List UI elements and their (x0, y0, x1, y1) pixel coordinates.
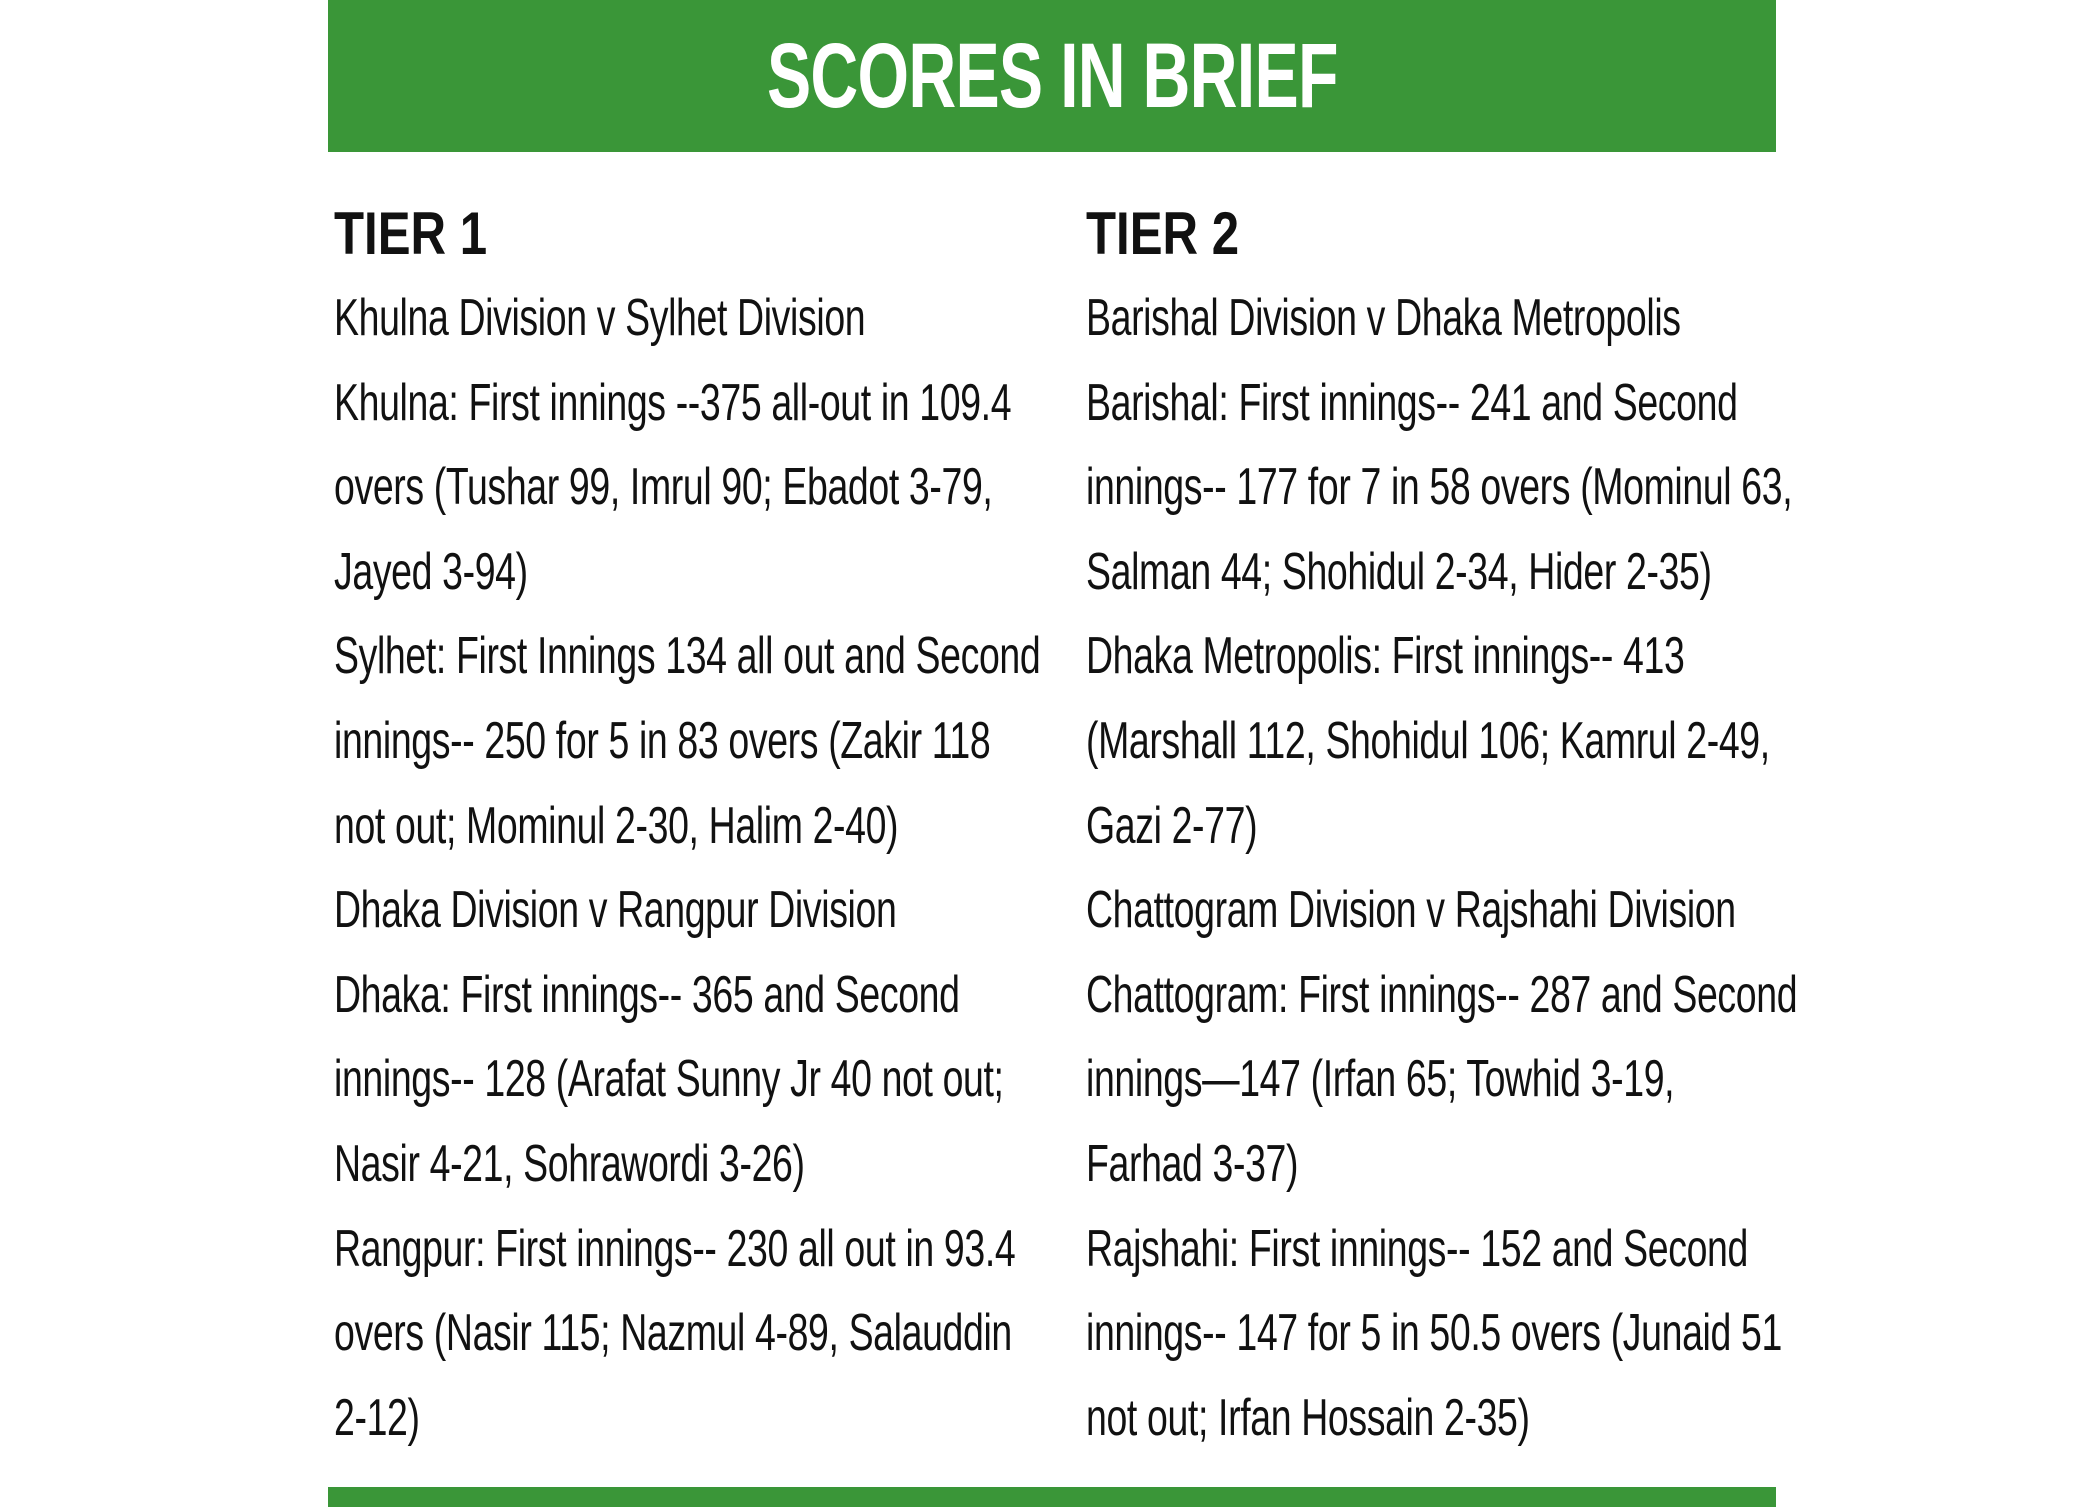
text-line: Rangpur: First innings-- 230 all out in 93.4 (334, 1219, 1016, 1278)
tier-1-heading: TIER 1 (334, 200, 488, 267)
text-line: (Marshall 112, Shohidul 106; Kamrul 2-49, (1086, 711, 1770, 770)
text-line: Chattogram: First innings-- 287 and Second (1086, 965, 1798, 1024)
text-line: Salman 44; Shohidul 2-34, Hider 2-35) (1086, 542, 1712, 601)
tier-1-column (334, 192, 1054, 1460)
text-line: Farhad 3-37) (1086, 1134, 1299, 1193)
text-line: innings-- 177 for 7 in 58 overs (Mominul 63, (1086, 458, 1793, 517)
tier-2-heading: TIER 2 (1086, 200, 1240, 267)
text-line: innings-- 147 for 5 in 50.5 overs (Junaid 51 (1086, 1304, 1782, 1363)
text-line: Khulna: First innings --375 all-out in 109.4 (334, 373, 1012, 432)
text-line: 2-12) (334, 1388, 420, 1447)
text-line: Barishal: First innings-- 241 and Second (1086, 373, 1738, 432)
text-line: Sylhet: First Innings 134 all out and Second (334, 627, 1041, 686)
text-line: innings-- 128 (Arafat Sunny Jr 40 not out; (334, 1050, 1004, 1109)
text-line: Dhaka: First innings-- 365 and Second (334, 965, 960, 1024)
text-line: innings—147 (Irfan 65; Towhid 3-19, (1086, 1050, 1675, 1109)
header-banner (328, 0, 1776, 152)
text-line: not out; Mominul 2-30, Halim 2-40) (334, 796, 899, 855)
text-line: Dhaka Division v Rangpur Division (334, 881, 897, 940)
text-line: Gazi 2-77) (1086, 796, 1258, 855)
text-line: Khulna Division v Sylhet Division (334, 289, 866, 347)
text-line: Barishal Division v Dhaka Metropolis (1086, 289, 1681, 347)
text-line: innings-- 250 for 5 in 83 overs (Zakir 118 (334, 711, 991, 770)
text-line: Nasir 4-21, Sohrawordi 3-26) (334, 1134, 805, 1193)
text-line: Jayed 3-94) (334, 542, 528, 601)
text-line: Dhaka Metropolis: First innings-- 413 (1086, 627, 1685, 686)
text-line: overs (Tushar 99, Imrul 90; Ebadot 3-79, (334, 458, 993, 517)
text-line: Rajshahi: First innings-- 152 and Second (1086, 1219, 1748, 1278)
tier-2-column (1086, 192, 1806, 1460)
page-title: SCORES IN BRIEF (766, 24, 1338, 127)
text-line: not out; Irfan Hossain 2-35) (1086, 1388, 1530, 1447)
text-line: overs (Nasir 115; Nazmul 4-89, Salauddin (334, 1304, 1012, 1363)
footer-rule (328, 1487, 1776, 1507)
text-line: Chattogram Division v Rajshahi Division (1086, 881, 1736, 940)
